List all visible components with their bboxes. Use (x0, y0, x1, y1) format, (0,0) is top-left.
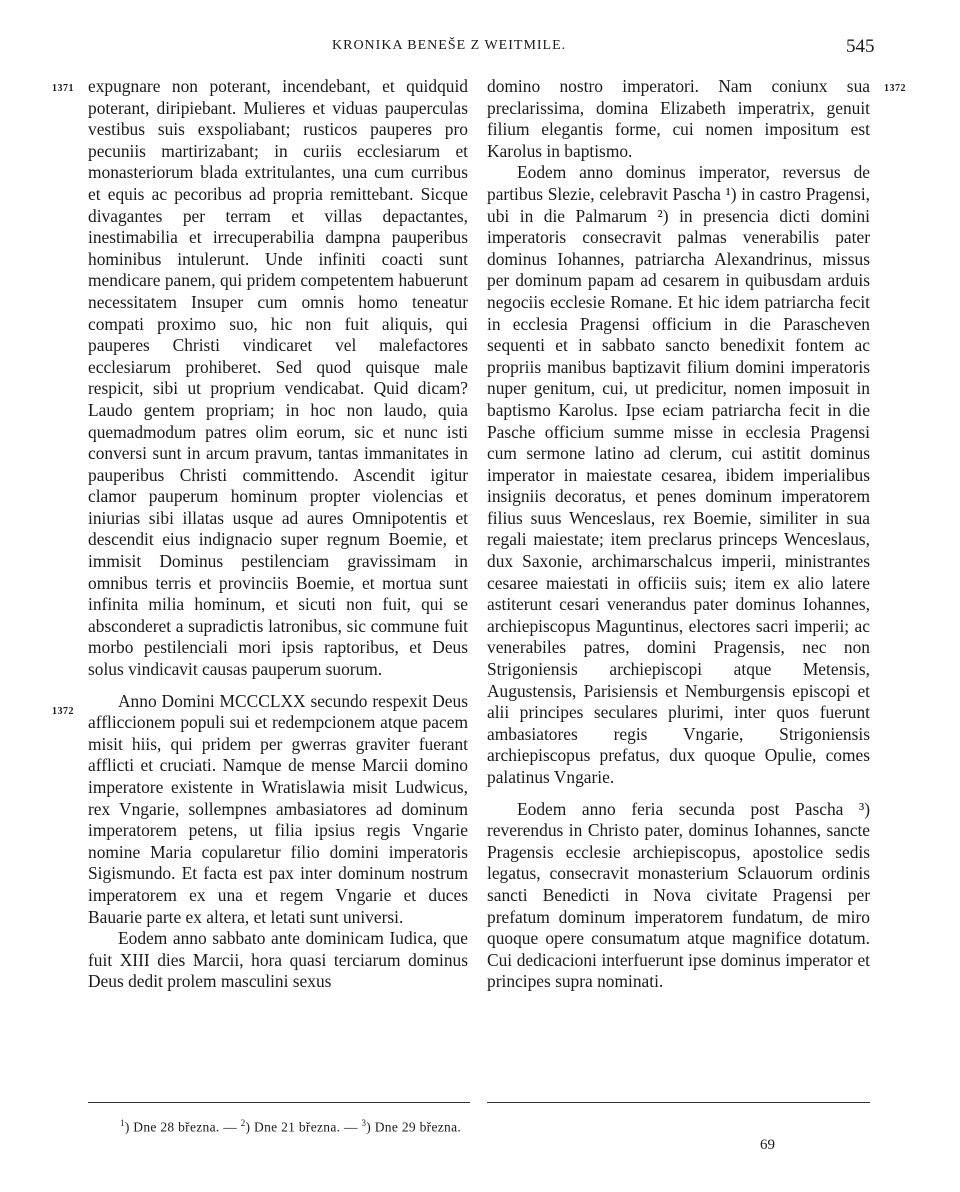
page-number: 545 (846, 36, 875, 57)
paragraph: domino nostro imperatori. Nam coniunx sua preclarissima, domina Elizabeth imperatrix, genuit filium elegantis forme, cui nomen impositum est Karolus in baptismo. (487, 76, 870, 161)
margin-year: 1371 (52, 83, 74, 94)
margin-year: 1372 (52, 706, 74, 717)
paragraph: Anno Domini MCCCLXX secundo respexit Deus affliccionem populi sui et redempcionem atque pacem misit hiis, qui pridem per gwerras graviter fuerant afflicti et cruciati. Namque de mense Marcii domino imperatore existente in Wratislawia misit Ludwicus, rex Vngarie, sollempnes ambasiatores ad dominum imperatorem petens, ut filia ipsius regis Vngarie nomine Maria copularetur filio domini imperatoris Sigismundo. Et facta est pax inter dominum nostrum imperatorem ex una et regem Vngarie et duces Bauarie parte ex altera, et letati sunt universi. (88, 690, 468, 927)
footnote-text: ) Dne 29 března. (366, 1119, 462, 1135)
running-head (0, 38, 960, 58)
paragraph: expugnare non poterant, incendebant, et quidquid poterant, diripiebant. Mulieres et viduas pauperculas vestibus suis exspoliabant; rusticos pauperes pro pecuniis martirizabant; in curiis ecclesiarum et monasteriorum blada extritulantes, una cum curribus et equis ac pecoribus ad propria remittebant. Sicque divagantes per terram et villas depactantes, inestimabilia et irrecuperabilia dampna pauperibus hominibus intulerunt. Unde infiniti coacti sunt mendicare panem, qui pridem competentem habuerunt necessitatem Insuper cum omnis homo teneatur compati proximo suo, hic non fuit aliquis, qui pauperes Christi vindicaret vel malefactores ecclesiarum prohiberet. Sed quod quisque male respicit, sibi ut proprium vendicabat. Quid dicam? Laudo gentem propriam; in hoc non laudo, quia quemadmodum patres olim eorum, sic et nunc isti conversi sunt in arcum pravum, tantas immanitates in pauperibus Christi committendo. Ascendit igitur clamor pauperum hominum propter violencias et iniurias sibi illatas usque ad aures Omnipotentis et descendit eius indignacio super regnum Boemie, et immisit Dominus pestilenciam gravissimam in omnibus terris et provinciis Boemie, et mortua sunt infinita milia hominum, et sicuti non fuit, qui se absconderet a supradictis latronibus, sic commune fuit morbo pestilenciali mori ipsis raptoribus, et Deus solus vindicavit causas pauperum suorum. (88, 76, 468, 680)
paragraph: Eodem anno dominus imperator, reversus de partibus Slezie, celebravit Pascha ¹) in castro Pragensi, ubi in die Palmarum ²) in presencia dicti domini imperatoris consecravit palmas venerabilis pater dominus Iohannes, patriarcha Alexandrinus, missus per dominum papam ad cesarem in quibusdam arduis negociis ecclesie Romane. Et hic idem patriarcha fecit in ecclesia Pragensi officium in die Parascheven sequenti et in sabbato sancto benedixit fontem ac propriis manibus baptizavit filium domini imperatoris nuper genitum, cui, ut predicitur, nomen imposuit in baptismo Karolus. Ipse eciam patriarcha fecit in die Pasche officium summe misse in ecclesia Pragensi cum sermone latino ad clerum, cui astitit dominus imperator in maiestate cesarea, ibidem imperialibus insigniis decoratus, et penes dominum imperatorem filius suus Wenceslaus, rex Boemie, similiter in sua regali maiestate; item preclarus princeps Wenceslaus, dux Saxonie, archimarschalcus imperii, ministrantes cesaree maiestati in officiis suis; item ex alio latere astiterunt cesari venerandus pater dominus Iohannes, archiepiscopus Maguntinus, electores sacri imperii; ac venerabiles patres, domini Pragensis, nec non Strigoniensis archiepiscopi atque Metensis, Augustensis, Parisiensis et Nemburgensis episcopi et alii principes seculares plurimi, inter quos fuerunt ambasiatores regis Vngarie, Strigoniensis archiepiscopus prefatus, dux quoque Opulie, comes palatinus Vngarie. (487, 162, 870, 787)
right-column (487, 76, 870, 993)
footnotes (120, 1118, 461, 1136)
paragraph: Eodem anno feria secunda post Pascha ³) reverendus in Christo pater, dominus Iohannes, sancte Pragensis ecclesie archiepiscopus, apostolice sedis legatus, consecravit monasterium Sclauorum ordinis sancti Benedicti in Nova civitate Pragensi per prefatum dominum imperatorem fundatum, de miro quoque opere consumatum atque magnifice dotatum. Cui dedicacioni interfuerunt ipse dominus imperator et principes supra nominati. (487, 798, 870, 992)
paragraph: Eodem anno sabbato ante dominicam Iudica, que fuit XIII dies Marcii, hora quasi terciarum dominus Deus dedit prolem masculini sexus (88, 928, 468, 992)
left-column (88, 76, 468, 993)
footnote-rule (88, 1102, 470, 1103)
signature-mark: 69 (760, 1137, 775, 1153)
footnote-rule (487, 1102, 870, 1103)
footnote-mark: 3 (361, 1118, 367, 1128)
footnote-text: ) Dne 28 března. — (124, 1119, 241, 1135)
footnote-mark: 2 (240, 1118, 246, 1128)
margin-year: 1372 (884, 83, 906, 94)
running-title: KRONIKA BENEŠE Z WEITMILE. (332, 38, 567, 53)
footnote-text: ) Dne 21 března. — (245, 1119, 362, 1135)
footnote-mark: 1 (120, 1118, 125, 1128)
